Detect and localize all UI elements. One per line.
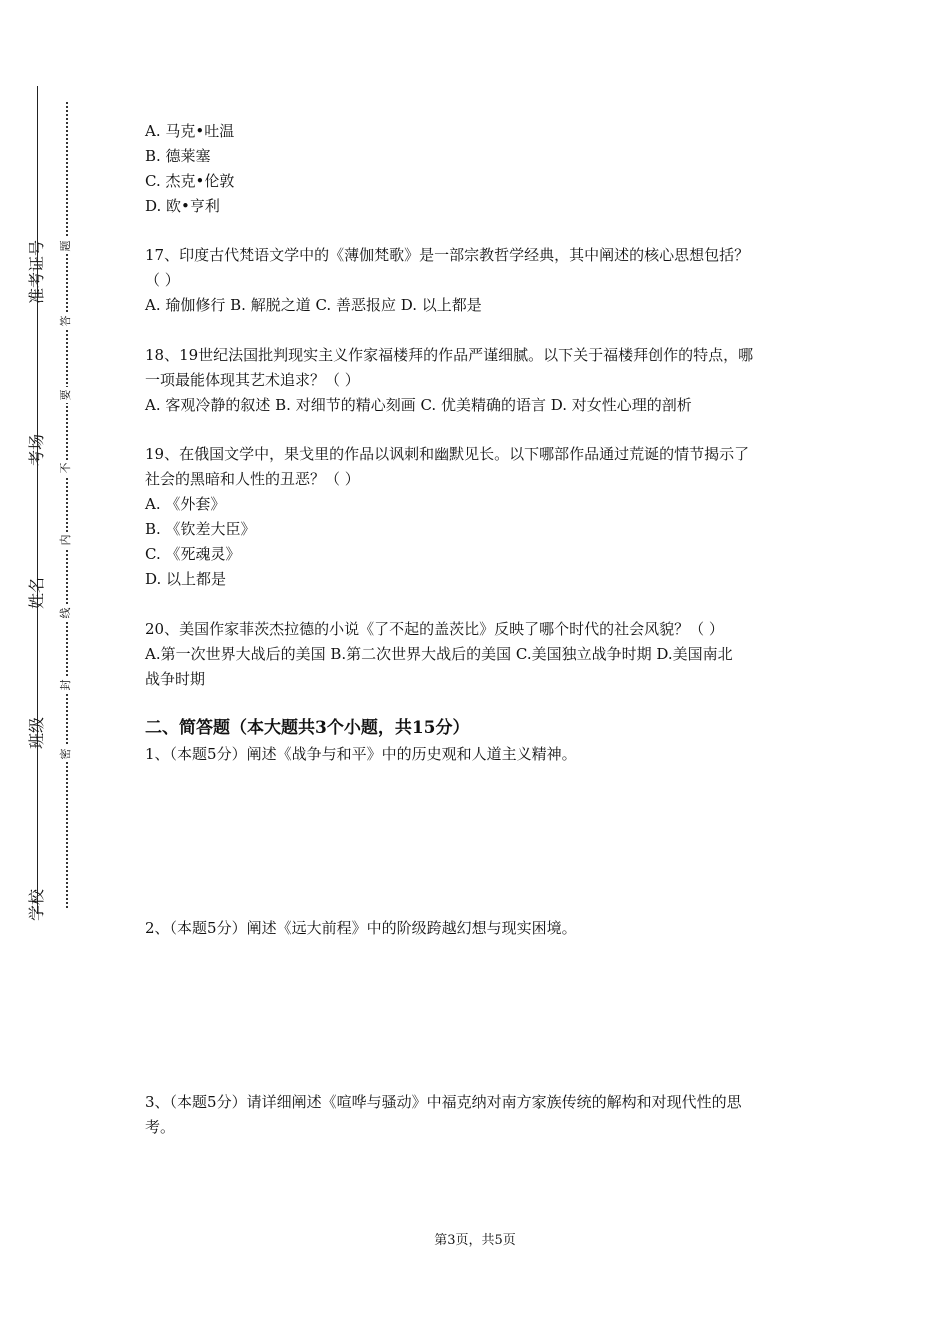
page-footer: 第3页，共5页: [434, 1233, 516, 1248]
q16-option-d: D. 欧•亨利: [145, 197, 220, 215]
q20-options-cont: 战争时期: [145, 670, 206, 688]
margin-label-class: 班级: [27, 717, 46, 750]
q18-stem-cont: 一项最能体现其艺术追求？（ ）: [145, 371, 360, 389]
margin-label-name: 姓名: [27, 577, 46, 610]
margin-notice-char: 密: [58, 746, 74, 762]
q18-options: A. 客观冷静的叙述 B. 对细节的精心刻画 C. 优美精确的语言 D. 对女性心理的剖析: [145, 396, 692, 414]
margin-label-school: 学校: [27, 889, 46, 922]
section-2-title: 二、简答题（本大题共3个小题，共15分）: [145, 718, 470, 738]
q17-stem-cont: （ ）: [145, 271, 180, 289]
margin-notice-char: 封: [58, 677, 74, 693]
q19-stem: 19、在俄国文学中，果戈里的作品以讽刺和幽默见长。以下哪部作品通过荒诞的情节揭示了: [145, 445, 750, 463]
q20-options: A.第一次世界大战后的美国 B.第二次世界大战后的美国 C.美国独立战争时期 D.美国南北: [145, 645, 733, 663]
margin-notice-char: 题: [58, 238, 74, 254]
q17-stem: 17、印度古代梵语文学中的《薄伽梵歌》是一部宗教哲学经典，其中阐述的核心思想包括？: [145, 246, 750, 264]
binding-dotted-line: [66, 102, 68, 908]
margin-notice-char: 内: [58, 532, 74, 548]
q19-option-d: D. 以上都是: [145, 570, 227, 588]
margin-notice-char: 线: [58, 605, 74, 621]
q16-option-a: A. 马克•吐温: [145, 122, 235, 140]
q20-stem: 20、美国作家菲茨杰拉德的小说《了不起的盖茨比》反映了哪个时代的社会风貌？（ ）: [145, 620, 724, 638]
q18-stem: 18、19世纪法国批判现实主义作家福楼拜的作品严谨细腻。以下关于福楼拜创作的特点，哪: [145, 346, 754, 364]
binding-solid-line: [37, 86, 38, 914]
q19-option-a: A. 《外套》: [145, 495, 226, 513]
short-answer-q1: 1、（本题5分）阐述《战争与和平》中的历史观和人道主义精神。: [145, 745, 577, 763]
margin-label-exam-number: 准考证号: [27, 239, 46, 304]
margin-notice-char: 不: [58, 460, 74, 476]
short-answer-q3-cont: 考。: [145, 1118, 176, 1136]
margin-label-exam-room: 考场: [27, 434, 46, 467]
q16-option-b: B. 德莱塞: [145, 147, 211, 165]
q19-option-c: C. 《死魂灵》: [145, 545, 241, 563]
margin-notice-char: 要: [58, 387, 74, 403]
short-answer-q3: 3、（本题5分）请详细阐述《喧哗与骚动》中福克纳对南方家族传统的解构和对现代性的思: [145, 1093, 742, 1111]
q19-stem-cont: 社会的黑暗和人性的丑恶？（ ）: [145, 470, 360, 488]
q19-option-b: B. 《钦差大臣》: [145, 520, 256, 538]
q17-options: A. 瑜伽修行 B. 解脱之道 C. 善恶报应 D. 以上都是: [145, 296, 482, 314]
margin-notice-char: 答: [58, 313, 74, 329]
q16-option-c: C. 杰克•伦敦: [145, 172, 235, 190]
short-answer-q2: 2、（本题5分）阐述《远大前程》中的阶级跨越幻想与现实困境。: [145, 919, 577, 937]
